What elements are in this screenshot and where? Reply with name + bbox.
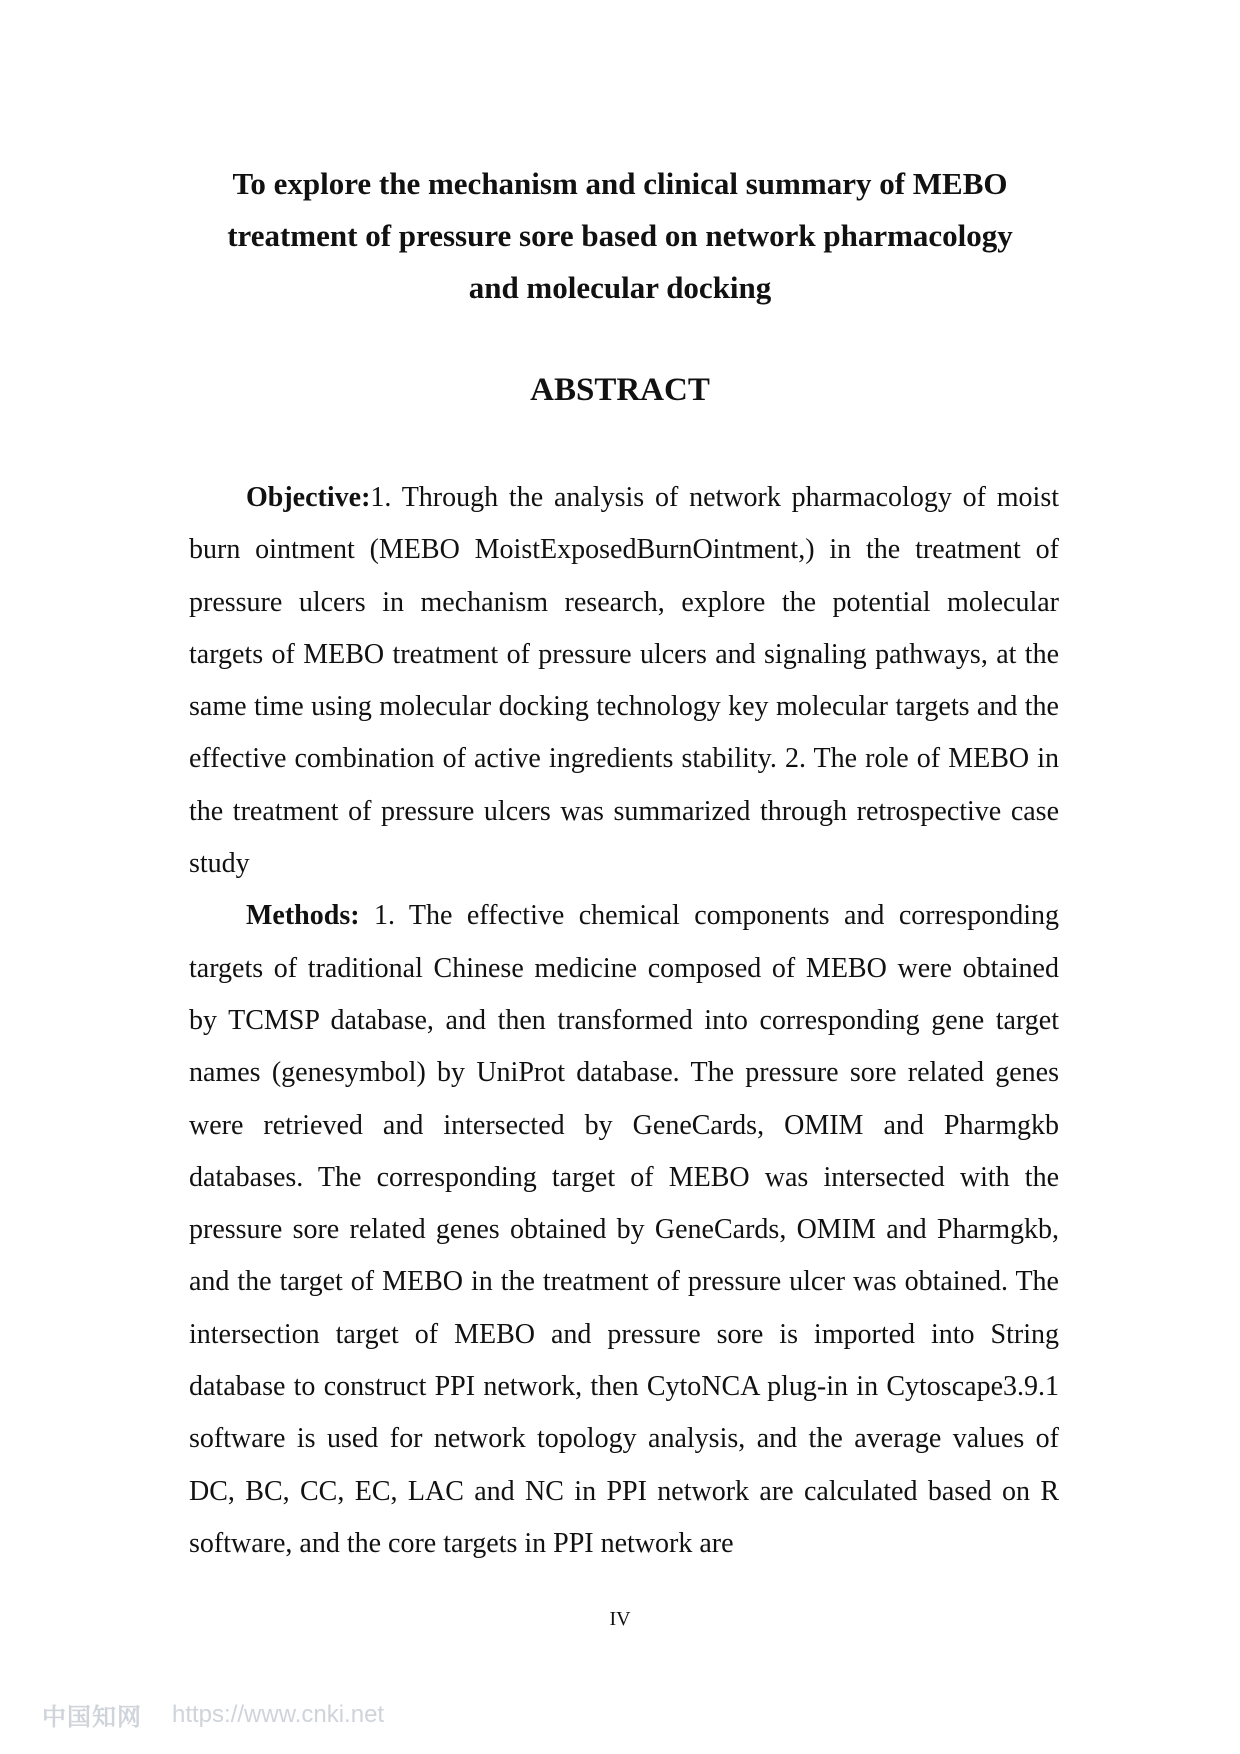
title-line: To explore the mechanism and clinical summary of MEBO [232, 166, 1008, 201]
cnki-watermark [42, 1697, 384, 1732]
watermark-logo: 中国知网 [42, 1704, 142, 1731]
title-line: treatment of pressure sore based on network pharmacology [227, 218, 1013, 253]
abstract-body [189, 472, 1059, 1570]
methods-paragraph [189, 890, 1059, 1570]
abstract-heading: ABSTRACT [530, 372, 710, 408]
watermark-url: https://www.cnki.net [172, 1700, 385, 1728]
page-number: IV [609, 1608, 631, 1630]
objective-paragraph [189, 472, 1059, 890]
objective-label: Objective: [246, 482, 371, 513]
objective-text: 1. Through the analysis of network pharmacology of moist burn ointment (MEBO MoistExposedBurnOintment,) in the treatment of pressure ulcers in mechanism research, explore the potential molecular targets of MEBO treatment of pressure ulcers and signaling pathways, at the same time using molecular docking technology key molecular targets and the effective combination of active ingredients stability. 2. The role of MEBO in the treatment of pressure ulcers was summarized through retrospective case study [189, 482, 1059, 880]
title-line: and molecular docking [468, 270, 772, 305]
methods-text: 1. The effective chemical components and corresponding targets of traditional Chinese medicine composed of MEBO were obtained by TCMSP database, and then transformed into corresponding gene target names (genesymbol) by UniProt database. The pressure sore related genes were retrieved and intersected by GeneCards, OMIM and Pharmgkb databases. The corresponding target of MEBO was intersected with the pressure sore related genes obtained by GeneCards, OMIM and Pharmgkb, and the target of MEBO in the treatment of pressure ulcer was obtained. The intersection target of MEBO and pressure sore is imported into String database to construct PPI network, then CytoNCA plug-in in Cytoscape3.9.1 software is used for network topology analysis, and the average values of DC, BC, CC, EC, LAC and NC in PPI network are calculated based on R software, and the core targets in PPI network are [189, 900, 1059, 1559]
paper-title [150, 158, 1090, 314]
methods-label: Methods: [246, 900, 360, 932]
